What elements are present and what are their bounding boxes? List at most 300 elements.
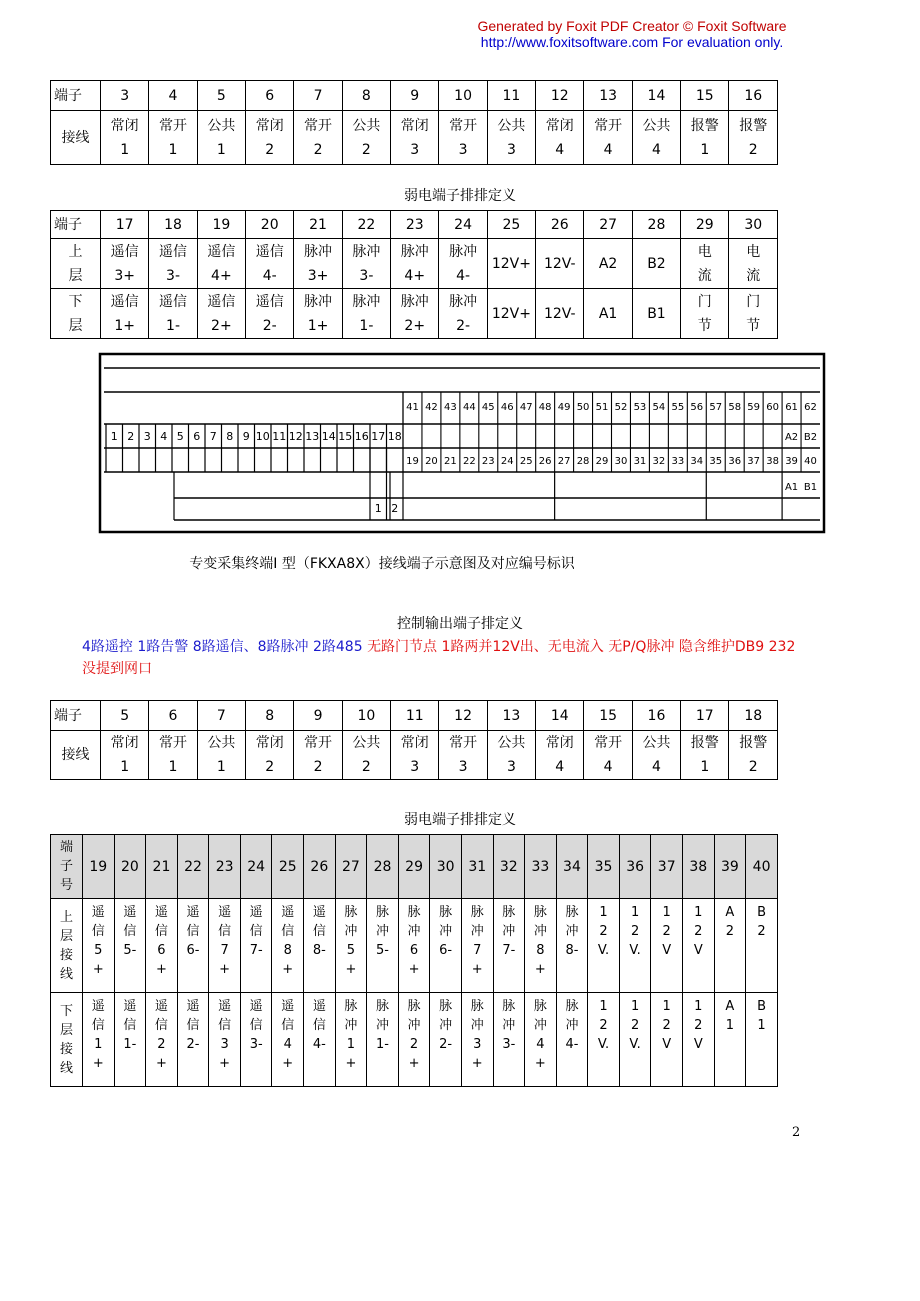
wiring-line-1: 常闭 xyxy=(545,117,574,134)
wiring-line-1: 12V- xyxy=(543,305,576,322)
wiring-cell xyxy=(681,289,729,339)
wiring-cell xyxy=(682,993,714,1087)
wiring-row xyxy=(51,731,778,780)
wiring-text: 遥信1+ xyxy=(91,999,105,1071)
terminal-number: 14 xyxy=(632,81,680,111)
mid-terminal-number: 32 xyxy=(652,456,666,467)
left-terminal-number: 4 xyxy=(160,430,168,443)
wiring-cell xyxy=(335,993,367,1087)
top-terminal-number: 52 xyxy=(614,402,628,413)
wiring-cell xyxy=(536,289,584,339)
wiring-line-1: 常闭 xyxy=(255,735,284,751)
wiring-cell xyxy=(439,111,487,165)
wiring-line-2: 2 xyxy=(313,141,323,158)
top-terminal-number: 62 xyxy=(804,402,817,413)
wiring-cell xyxy=(461,899,493,993)
terminal-number: 4 xyxy=(149,81,197,111)
wiring-line-2: 1+ xyxy=(114,317,135,334)
wiring-line-2: 2 xyxy=(748,759,758,775)
wiring-cell xyxy=(246,731,294,780)
terminal-number: 20 xyxy=(114,835,146,899)
caption-terminal-diagram: 专变采集终端I 型（FKXA8X）接线端子示意图及对应编号标识 xyxy=(189,556,575,572)
wiring-line-2: 4 xyxy=(651,141,661,158)
right-label-bottom: A1 xyxy=(784,482,799,493)
top-terminal-number: 58 xyxy=(728,402,742,413)
wiring-cell xyxy=(304,993,336,1087)
upper-layer-row xyxy=(51,899,778,993)
terminal-number: 27 xyxy=(335,835,367,899)
wiring-text: 遥信5+ xyxy=(91,905,105,977)
wiring-line-2: 3+ xyxy=(114,267,135,284)
wiring-cell xyxy=(342,289,390,339)
wiring-text: 脉冲2- xyxy=(439,999,453,1052)
terminal-number: 6 xyxy=(149,701,197,731)
wiring-line-2: 1 xyxy=(168,759,178,775)
terminal-number: 34 xyxy=(556,835,588,899)
wiring-line-2: 1 xyxy=(216,759,226,775)
wiring-cell xyxy=(632,239,680,289)
wiring-cell xyxy=(525,899,557,993)
wiring-line-1: 常闭 xyxy=(400,735,429,751)
terminal-number: 26 xyxy=(536,211,584,239)
wiring-line-1: B1 xyxy=(647,305,666,322)
lower-layer-label xyxy=(51,289,101,339)
top-terminal-number: 59 xyxy=(747,402,761,413)
wiring-cell xyxy=(177,899,209,993)
weak-current-table-1 xyxy=(50,210,778,339)
top-terminal-number: 51 xyxy=(595,402,609,413)
top-terminal-number: 60 xyxy=(766,402,779,413)
wiring-line-1: 公共 xyxy=(352,735,381,751)
terminal-number: 21 xyxy=(146,835,178,899)
wiring-cell xyxy=(197,111,245,165)
box-label: 2 xyxy=(391,502,399,515)
label-char: 层 xyxy=(59,928,73,944)
wiring-line-2: 4+ xyxy=(404,267,426,284)
wiring-cell xyxy=(177,993,209,1087)
header-label: 端子 xyxy=(51,211,101,239)
wiring-cell xyxy=(487,239,535,289)
wiring-line-1: 电 xyxy=(697,243,712,260)
wiring-cell xyxy=(398,993,430,1087)
terminal-number: 40 xyxy=(746,835,778,899)
watermark-line-2: http://www.foxitsoftware.com For evaluation only. xyxy=(480,34,784,50)
wiring-cell xyxy=(729,239,778,289)
wiring-line-1: 脉冲 xyxy=(304,243,333,260)
wiring-line-2: 4- xyxy=(456,267,471,284)
wiring-line-1: 常闭 xyxy=(400,117,429,134)
terminal-number: 5 xyxy=(197,81,245,111)
wiring-cell xyxy=(584,731,632,780)
wiring-line-2: 2 xyxy=(361,141,371,158)
mid-terminal-number: 22 xyxy=(462,456,476,467)
wiring-cell xyxy=(584,289,632,339)
upper-layer-label xyxy=(51,239,101,289)
mid-terminal-number: 40 xyxy=(804,456,817,467)
wiring-text: 脉冲1- xyxy=(375,999,389,1052)
top-terminal-number: 41 xyxy=(406,402,419,413)
wiring-line-1: A2 xyxy=(598,255,618,272)
wiring-text: 12V xyxy=(662,999,672,1052)
lower-layer-label xyxy=(51,993,83,1087)
wiring-line-2: 2 xyxy=(313,759,323,775)
wiring-text: 脉冲5+ xyxy=(344,905,358,977)
top-terminal-number: 55 xyxy=(671,402,685,413)
wiring-text: 脉冲3+ xyxy=(470,999,484,1071)
wiring-line-2: 2+ xyxy=(211,317,232,334)
wiring-line-1: 常开 xyxy=(304,117,333,134)
wiring-cell xyxy=(536,111,584,165)
left-terminal-number: 17 xyxy=(371,430,386,443)
terminal-number: 25 xyxy=(487,211,535,239)
terminal-number: 17 xyxy=(681,701,729,731)
right-label-bottom: B1 xyxy=(803,482,818,493)
terminal-number: 23 xyxy=(209,835,241,899)
terminal-number: 19 xyxy=(197,211,245,239)
wiring-cell xyxy=(536,239,584,289)
wiring-line-1: 常闭 xyxy=(255,117,284,134)
wiring-text: A2 xyxy=(725,905,735,939)
wiring-line-1: 常开 xyxy=(449,117,478,134)
terminal-row xyxy=(51,211,778,239)
wiring-text: 遥信4- xyxy=(312,999,326,1052)
terminal-number: 6 xyxy=(246,81,294,111)
terminal-number: 32 xyxy=(493,835,525,899)
wiring-line-2: 1 xyxy=(700,141,710,158)
wiring-line-1: 常开 xyxy=(159,735,188,751)
wiring-cell xyxy=(83,899,115,993)
wiring-line-2: 4 xyxy=(555,141,565,158)
note-red-text-1: 无路门节点 1路两并12V出、无电流入 无P/Q脉冲 隐含维护DB9 232 xyxy=(367,639,796,655)
wiring-cell xyxy=(391,111,439,165)
upper-layer-row xyxy=(51,239,778,289)
layer-label-line-1: 下 xyxy=(68,293,83,310)
caption-control-output: 控制输出端子排定义 xyxy=(397,616,523,632)
wiring-line-1: 12V- xyxy=(543,255,576,272)
left-terminal-number: 10 xyxy=(255,430,270,443)
wiring-cell xyxy=(294,731,342,780)
mid-terminal-number: 28 xyxy=(576,456,590,467)
wiring-text: 12V xyxy=(662,905,672,958)
wiring-line-1: 脉冲 xyxy=(449,293,478,310)
wiring-text: B1 xyxy=(757,999,767,1033)
wiring-cell xyxy=(682,899,714,993)
row-label: 接线 xyxy=(51,111,101,165)
wiring-line-1: 常开 xyxy=(304,735,333,751)
wiring-line-2: 节 xyxy=(697,317,712,334)
terminal-number: 8 xyxy=(342,81,390,111)
left-terminal-number: 14 xyxy=(321,430,336,443)
terminal-number: 36 xyxy=(619,835,651,899)
wiring-cell xyxy=(391,239,439,289)
top-terminal-number: 56 xyxy=(690,402,704,413)
wiring-line-1: 常开 xyxy=(594,735,623,751)
wiring-line-2: 1+ xyxy=(307,317,329,334)
mid-terminal-number: 36 xyxy=(728,456,742,467)
terminal-number: 31 xyxy=(461,835,493,899)
mid-terminal-number: 25 xyxy=(519,456,533,467)
top-terminal-number: 46 xyxy=(500,402,514,413)
terminal-number: 20 xyxy=(246,211,294,239)
wiring-line-2: 1 xyxy=(216,141,226,158)
wiring-cell xyxy=(197,731,245,780)
wiring-cell xyxy=(101,731,149,780)
wiring-line-1: 常闭 xyxy=(110,117,139,134)
wiring-cell xyxy=(101,239,149,289)
box-label: 1 xyxy=(374,502,382,515)
terminal-number: 28 xyxy=(367,835,399,899)
lower-layer-row xyxy=(51,289,778,339)
terminal-number: 12 xyxy=(536,81,584,111)
upper-layer-label xyxy=(51,899,83,993)
weak-current-table-2 xyxy=(50,834,778,1087)
mid-terminal-number: 20 xyxy=(425,456,438,467)
wiring-cell xyxy=(391,731,439,780)
wiring-line-2: 3 xyxy=(410,141,420,158)
wiring-line-1: 公共 xyxy=(207,117,236,134)
header-label xyxy=(51,835,83,899)
wiring-cell xyxy=(588,899,620,993)
header-char: 子 xyxy=(59,859,73,874)
wiring-line-2: 1- xyxy=(166,317,180,334)
wiring-line-1: B2 xyxy=(647,255,666,272)
terminal-number: 22 xyxy=(342,211,390,239)
wiring-line-2: 1 xyxy=(168,141,178,158)
terminal-number: 27 xyxy=(584,211,632,239)
wiring-line-1: 公共 xyxy=(497,117,526,134)
wiring-cell xyxy=(439,289,487,339)
terminal-number: 17 xyxy=(101,211,149,239)
wiring-cell xyxy=(681,111,729,165)
terminal-number: 37 xyxy=(651,835,683,899)
terminal-number: 8 xyxy=(246,701,294,731)
terminal-number: 9 xyxy=(294,701,342,731)
control-output-table-1 xyxy=(50,80,778,165)
layer-label-line-1: 上 xyxy=(68,243,83,260)
wiring-line-1: 常闭 xyxy=(110,735,139,751)
wiring-text: A1 xyxy=(725,999,735,1033)
wiring-text: 脉冲6+ xyxy=(407,905,421,977)
terminal-number: 5 xyxy=(101,701,149,731)
wiring-text: 12V. xyxy=(629,905,641,958)
terminal-number: 9 xyxy=(391,81,439,111)
terminal-number: 23 xyxy=(391,211,439,239)
terminal-number: 11 xyxy=(391,701,439,731)
terminal-number: 39 xyxy=(714,835,746,899)
wiring-line-1: 门 xyxy=(697,293,712,310)
header-label: 端子 xyxy=(51,81,101,111)
wiring-line-2: 2 xyxy=(748,141,758,158)
terminal-number: 11 xyxy=(487,81,535,111)
wiring-text: 12V. xyxy=(597,999,610,1052)
wiring-line-2: 1- xyxy=(359,317,374,334)
wiring-cell xyxy=(398,899,430,993)
left-terminal-number: 7 xyxy=(209,430,217,443)
wiring-line-1: 遥信 xyxy=(110,293,139,310)
label-char: 上 xyxy=(59,909,73,925)
wiring-line-1: 遥信 xyxy=(110,243,139,260)
terminal-number: 19 xyxy=(83,835,115,899)
wiring-cell xyxy=(209,993,241,1087)
wiring-line-1: 门 xyxy=(746,293,761,310)
wiring-line-1: 脉冲 xyxy=(400,243,429,260)
wiring-line-1: A1 xyxy=(598,305,618,322)
wiring-cell xyxy=(439,731,487,780)
wiring-text: 脉冲8+ xyxy=(533,905,547,977)
terminal-number: 7 xyxy=(197,701,245,731)
terminal-number: 14 xyxy=(536,701,584,731)
top-terminal-number: 43 xyxy=(444,402,457,413)
wiring-cell xyxy=(493,899,525,993)
wiring-cell xyxy=(651,899,683,993)
wiring-line-1: 脉冲 xyxy=(449,243,478,260)
wiring-line-2: 3 xyxy=(506,141,516,158)
annotation-note xyxy=(82,636,902,680)
wiring-line-2: 1 xyxy=(120,141,130,158)
wiring-line-1: 公共 xyxy=(497,735,526,751)
wiring-text: 脉冲7- xyxy=(502,905,516,958)
wiring-cell xyxy=(461,993,493,1087)
wiring-cell xyxy=(149,731,197,780)
wiring-cell xyxy=(83,993,115,1087)
wiring-line-2: 2- xyxy=(262,317,277,334)
left-terminal-number: 12 xyxy=(288,430,303,443)
top-terminal-number: 53 xyxy=(633,402,647,413)
top-terminal-number: 57 xyxy=(709,402,723,413)
wiring-cell xyxy=(272,993,304,1087)
terminal-number: 28 xyxy=(632,211,680,239)
wiring-line-1: 常开 xyxy=(449,735,478,751)
wiring-text: 12V xyxy=(693,905,703,958)
wiring-cell xyxy=(197,289,245,339)
top-terminal-number: 48 xyxy=(538,402,552,413)
wiring-text: 遥信3- xyxy=(249,999,263,1052)
control-output-table-2 xyxy=(50,700,778,780)
wiring-cell xyxy=(487,731,535,780)
terminal-number: 38 xyxy=(682,835,714,899)
wiring-cell xyxy=(149,239,197,289)
wiring-cell xyxy=(746,899,778,993)
mid-terminal-number: 30 xyxy=(614,456,628,467)
mid-terminal-number: 27 xyxy=(557,456,571,467)
mid-terminal-number: 39 xyxy=(785,456,798,467)
terminal-number: 16 xyxy=(632,701,680,731)
top-terminal-number: 49 xyxy=(557,402,571,413)
wiring-cell xyxy=(146,993,178,1087)
top-terminal-number: 54 xyxy=(652,402,666,413)
caption-weak-current-1: 弱电端子排排定义 xyxy=(404,188,516,204)
right-label-top: B2 xyxy=(803,432,818,443)
top-terminal-number: 50 xyxy=(576,402,590,413)
wiring-cell xyxy=(619,993,651,1087)
wiring-line-2: 节 xyxy=(746,317,761,334)
note-blue-text: 4路遥控 1路告警 8路遥信、8路脉冲 2路485 xyxy=(82,639,368,655)
wiring-line-1: 脉冲 xyxy=(352,243,381,260)
wiring-line-2: 3 xyxy=(458,141,468,158)
lower-layer-row xyxy=(51,993,778,1087)
wiring-line-1: 脉冲 xyxy=(400,293,429,310)
wiring-line-2: 3 xyxy=(506,759,516,775)
row-label: 接线 xyxy=(51,731,101,780)
wiring-line-1: 公共 xyxy=(352,117,381,134)
wiring-line-2: 4 xyxy=(555,759,565,775)
mid-terminal-number: 31 xyxy=(633,456,647,467)
wiring-cell xyxy=(101,111,149,165)
wiring-cell xyxy=(584,111,632,165)
mid-terminal-number: 24 xyxy=(500,456,514,467)
wiring-cell xyxy=(714,993,746,1087)
wiring-cell xyxy=(556,993,588,1087)
wiring-cell xyxy=(729,111,778,165)
left-terminal-number: 3 xyxy=(143,430,151,443)
mid-terminal-number: 23 xyxy=(481,456,495,467)
layer-label-line-2: 层 xyxy=(68,317,83,334)
wiring-line-2: 2 xyxy=(265,759,275,775)
terminal-number: 29 xyxy=(398,835,430,899)
wiring-cell xyxy=(439,239,487,289)
wiring-text: 脉冲6- xyxy=(439,905,453,958)
wiring-text: 12V. xyxy=(597,905,610,958)
wiring-text: 脉冲1+ xyxy=(344,999,358,1071)
wiring-cell xyxy=(101,289,149,339)
wiring-text: 遥信6+ xyxy=(154,905,168,977)
wiring-cell xyxy=(294,239,342,289)
wiring-cell xyxy=(430,993,462,1087)
wiring-line-1: 公共 xyxy=(642,735,671,751)
terminal-number: 21 xyxy=(294,211,342,239)
wiring-cell xyxy=(588,993,620,1087)
wiring-line-1: 遥信 xyxy=(207,243,236,260)
wiring-text: 遥信4+ xyxy=(281,999,295,1071)
wiring-text: 遥信1- xyxy=(123,999,137,1052)
wiring-cell xyxy=(272,899,304,993)
wiring-line-2: 2 xyxy=(361,759,371,775)
left-terminal-number: 9 xyxy=(242,430,250,443)
terminal-number: 13 xyxy=(487,701,535,731)
terminal-row xyxy=(51,701,778,731)
wiring-cell xyxy=(209,899,241,993)
wiring-line-2: 1 xyxy=(120,759,130,775)
wiring-line-1: 遥信 xyxy=(159,243,188,260)
layer-label-line-2: 层 xyxy=(68,267,83,284)
wiring-line-1: 常开 xyxy=(594,117,623,134)
terminal-number: 30 xyxy=(430,835,462,899)
wiring-line-2: 1 xyxy=(700,759,710,775)
mid-terminal-number: 19 xyxy=(406,456,419,467)
wiring-cell xyxy=(246,111,294,165)
wiring-cell xyxy=(294,289,342,339)
wiring-line-2: 3+ xyxy=(307,267,329,284)
wiring-row xyxy=(51,111,778,165)
terminal-number: 10 xyxy=(439,81,487,111)
terminal-number: 29 xyxy=(681,211,729,239)
terminal-number: 24 xyxy=(240,835,272,899)
wiring-cell xyxy=(430,899,462,993)
header-label: 端子 xyxy=(51,701,101,731)
wiring-text: 遥信3+ xyxy=(218,999,232,1071)
wiring-text: 脉冲3- xyxy=(502,999,516,1052)
wiring-line-1: 公共 xyxy=(207,735,236,751)
wiring-text: 遥信7+ xyxy=(218,905,232,977)
wiring-cell xyxy=(304,899,336,993)
wiring-line-1: 报警 xyxy=(739,735,768,751)
wiring-cell xyxy=(681,731,729,780)
wiring-cell xyxy=(342,239,390,289)
wiring-cell xyxy=(525,993,557,1087)
wiring-line-1: 报警 xyxy=(690,117,719,134)
wiring-cell xyxy=(342,731,390,780)
left-terminal-number: 13 xyxy=(305,430,320,443)
